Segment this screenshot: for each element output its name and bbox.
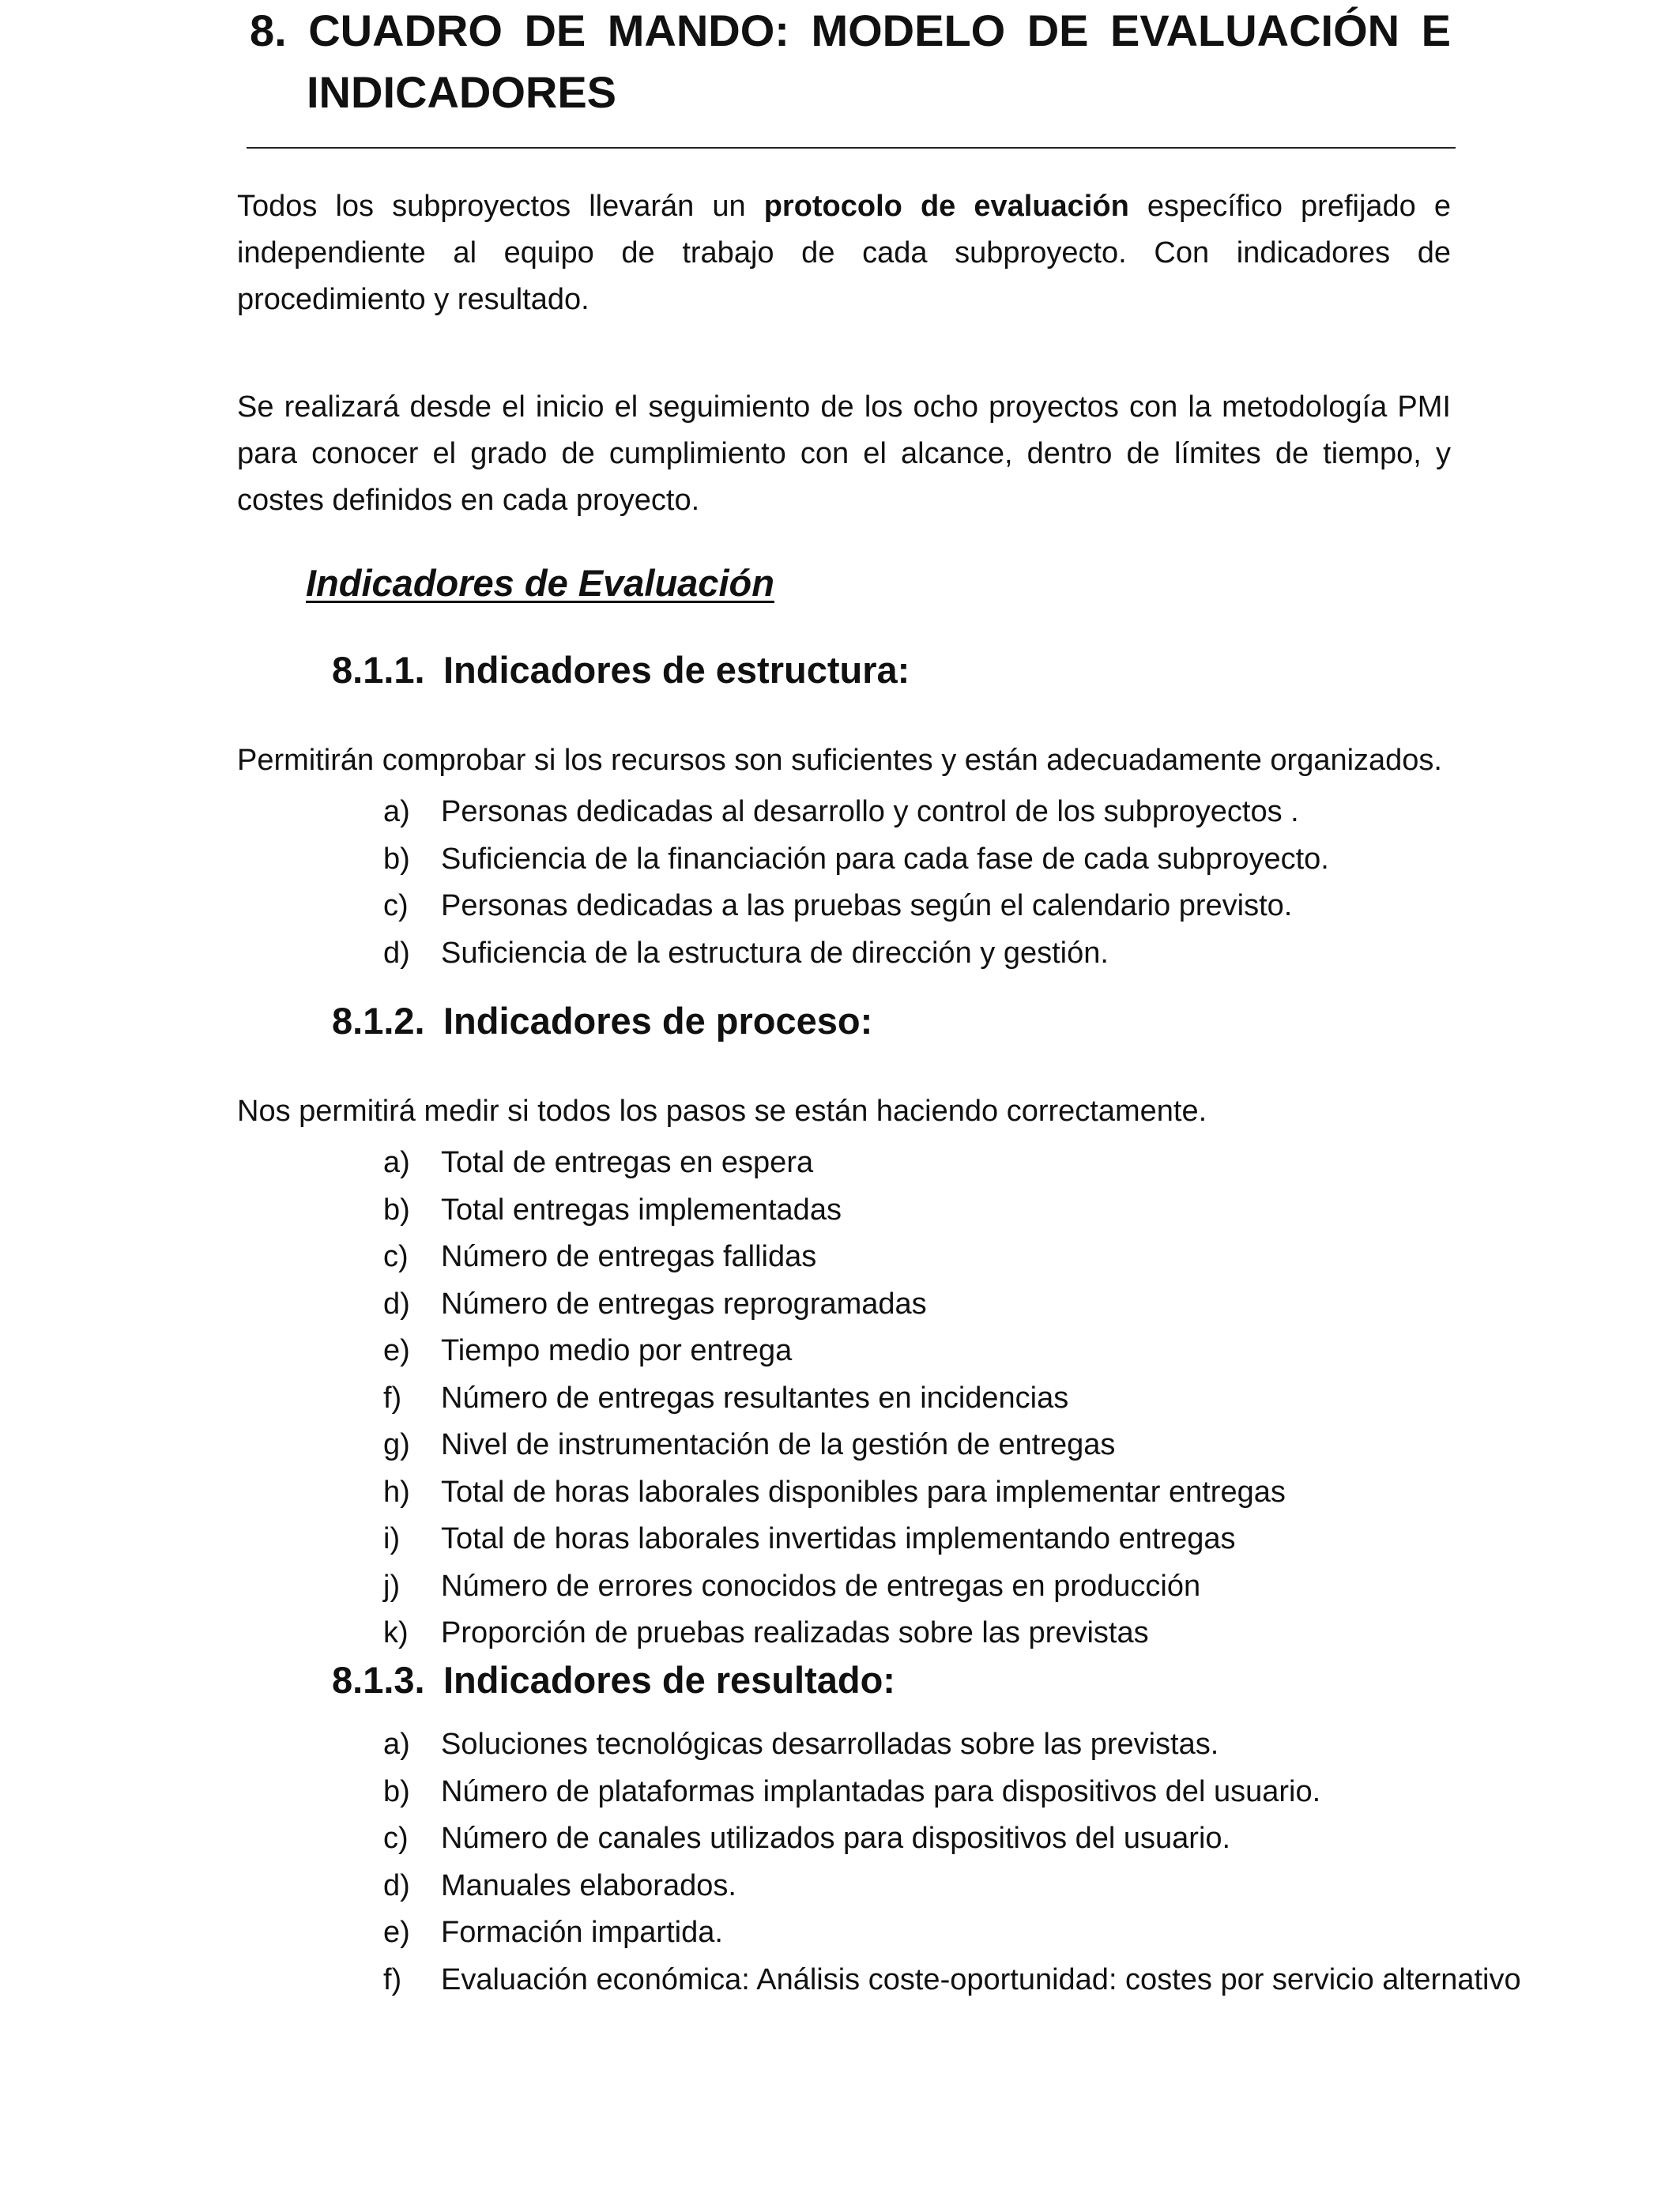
heading-word: DE [1026, 6, 1089, 55]
heading-word: EVALUACIÓN [1110, 6, 1400, 55]
subheading-number: 8.1.1. [332, 649, 425, 691]
list-item: d) Manuales elaborados. [383, 1868, 736, 1902]
list-item: f) Evaluación económica: Análisis coste-oportunidad: costes por servicio alternativo [383, 1962, 1521, 1996]
list-item: a) Soluciones tecnológicas desarrolladas sobre las previstas. [383, 1728, 1219, 1761]
subheading-title: Indicadores de resultado: [443, 1659, 895, 1701]
process-intro: Nos permitirá medir si todos los pasos se están haciendo correctamente. [237, 1095, 1207, 1128]
list-item: d) Número de entregas reprogramadas [383, 1287, 927, 1321]
subheading-title: Indicadores de proceso: [443, 1000, 873, 1042]
subheading-process [332, 999, 872, 1042]
heading-word: CUADRO [308, 6, 503, 55]
heading-word: MANDO: [607, 6, 789, 55]
list-item: a) Total de entregas en espera [383, 1146, 814, 1179]
chapter-heading [250, 0, 1451, 123]
list-item: c) Personas dedicadas a las pruebas según el calendario previsto. [383, 889, 1293, 922]
list-item: g) Nivel de instrumentación de la gestión de entregas [383, 1428, 1116, 1461]
chapter-heading-line-2: INDICADORES [307, 67, 617, 117]
list-item: k) Proporción de pruebas realizadas sobre las previstas [383, 1616, 1149, 1649]
list-item: b) Total entregas implementadas [383, 1193, 842, 1227]
section-title: Indicadores de Evaluación [306, 562, 774, 604]
subheading-number: 8.1.2. [332, 1000, 425, 1042]
subheading-structure [332, 648, 910, 692]
list-item: c) Número de canales utilizados para dispositivos del usuario. [383, 1822, 1231, 1855]
list-item: f) Número de entregas resultantes en incidencias [383, 1381, 1069, 1415]
paragraph-evaluation-protocol: Todos los subproyectos llevarán un protocolo de evaluación específico prefijado e independiente al equipo de trabajo de cada subproyecto. Con indicadores de procedimiento y resultado. [237, 190, 1451, 316]
bold-phrase: protocolo de evaluación [763, 190, 1129, 223]
list-item: e) Tiempo medio por entrega [383, 1334, 793, 1367]
heading-word: E [1421, 6, 1451, 55]
list-item: b) Número de plataformas implantadas para dispositivos del usuario. [383, 1774, 1321, 1808]
heading-word: 8. [250, 6, 287, 55]
subheading-number: 8.1.3. [332, 1659, 425, 1701]
process-list [383, 1140, 1286, 1657]
subheading-result [332, 1658, 895, 1702]
heading-divider [247, 147, 1456, 149]
list-item: e) Formación impartida. [383, 1916, 723, 1949]
list-item: a) Personas dedicadas al desarrollo y control de los subproyectos . [383, 795, 1299, 828]
heading-word: DE [524, 6, 586, 55]
list-item: c) Número de entregas fallidas [383, 1240, 817, 1273]
subheading-title: Indicadores de estructura: [443, 649, 910, 691]
heading-word: MODELO [811, 6, 1006, 55]
paragraph-pmi-methodology: Se realizará desde el inicio el seguimiento de los ocho proyectos con la metodología PMI para conocer el grado de cumplimiento con el alcance, dentro de límites de tiempo, y costes definidos en cada proyecto. [237, 390, 1451, 517]
structure-list [383, 789, 1329, 977]
list-item: h) Total de horas laborales disponibles para implementar entregas [383, 1475, 1286, 1509]
structure-intro: Permitirán comprobar si los recursos son suficientes y están adecuadamente organizados. [237, 744, 1442, 777]
list-item: j) Número de errores conocidos de entregas en producción [383, 1569, 1201, 1603]
chapter-heading-line-1 [250, 0, 1451, 62]
list-item: i) Total de horas laborales invertidas implementando entregas [383, 1522, 1236, 1555]
list-item: d) Suficiencia de la estructura de dirección y gestión. [383, 936, 1109, 970]
list-item: b) Suficiencia de la financiación para cada fase de cada subproyecto. [383, 842, 1329, 876]
result-list [383, 1721, 1521, 2004]
